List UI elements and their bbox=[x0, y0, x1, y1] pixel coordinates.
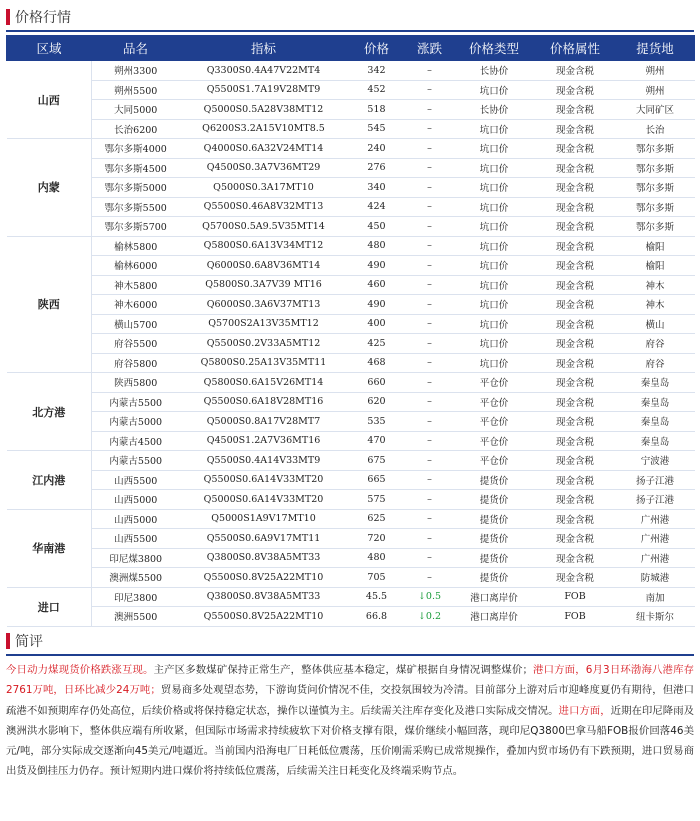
spec-cell: Q4000S0.6A32V24MT14 bbox=[180, 139, 348, 159]
price-cell: 720 bbox=[348, 529, 406, 549]
table-row bbox=[7, 392, 695, 412]
price-cell: 518 bbox=[348, 100, 406, 120]
price-cell: 276 bbox=[348, 158, 406, 178]
place-cell: 鄂尔多斯 bbox=[616, 139, 695, 159]
name-cell: 内蒙古4500 bbox=[92, 431, 180, 451]
table-row bbox=[7, 217, 695, 237]
change-cell: – bbox=[406, 256, 454, 276]
type-cell: 坑口价 bbox=[454, 217, 535, 237]
comment-highlight: 今日动力煤现货价格跌涨互现。 bbox=[6, 664, 154, 676]
place-cell: 秦皇岛 bbox=[616, 412, 695, 432]
spec-cell: Q5500S1.7A19V28MT9 bbox=[180, 80, 348, 100]
table-row bbox=[7, 509, 695, 529]
place-cell: 榆阳 bbox=[616, 256, 695, 276]
spec-cell: Q5800S0.6A15V26MT14 bbox=[180, 373, 348, 393]
price-cell: 450 bbox=[348, 217, 406, 237]
section-divider bbox=[6, 30, 694, 32]
name-cell: 陕西5800 bbox=[92, 373, 180, 393]
table-row bbox=[7, 373, 695, 393]
spec-cell: Q5500S0.6A14V33MT20 bbox=[180, 470, 348, 490]
price-cell: 620 bbox=[348, 392, 406, 412]
name-cell: 横山5700 bbox=[92, 314, 180, 334]
table-row bbox=[7, 451, 695, 471]
price-cell: 340 bbox=[348, 178, 406, 198]
type-cell: 港口离岸价 bbox=[454, 587, 535, 607]
name-cell: 榆林5800 bbox=[92, 236, 180, 256]
place-cell: 纽卡斯尔 bbox=[616, 607, 695, 627]
place-cell: 神木 bbox=[616, 275, 695, 295]
place-cell: 神木 bbox=[616, 295, 695, 315]
table-row bbox=[7, 490, 695, 510]
place-cell: 鄂尔多斯 bbox=[616, 158, 695, 178]
change-cell: – bbox=[406, 568, 454, 588]
place-cell: 长治 bbox=[616, 119, 695, 139]
spec-cell: Q3800S0.8V38A5MT33 bbox=[180, 587, 348, 607]
name-cell: 印尼3800 bbox=[92, 587, 180, 607]
attr-cell: 现金含税 bbox=[535, 548, 616, 568]
spec-cell: Q5700S0.5A9.5V35MT14 bbox=[180, 217, 348, 237]
attr-cell: 现金含税 bbox=[535, 100, 616, 120]
change-cell: – bbox=[406, 509, 454, 529]
type-cell: 坑口价 bbox=[454, 197, 535, 217]
header-region: 区域 bbox=[7, 36, 92, 61]
place-cell: 扬子江港 bbox=[616, 490, 695, 510]
change-cell: – bbox=[406, 61, 454, 81]
table-row bbox=[7, 275, 695, 295]
change-cell: – bbox=[406, 392, 454, 412]
change-cell: – bbox=[406, 295, 454, 315]
place-cell: 秦皇岛 bbox=[616, 373, 695, 393]
name-cell: 山西5000 bbox=[92, 509, 180, 529]
place-cell: 鄂尔多斯 bbox=[616, 217, 695, 237]
type-cell: 平仓价 bbox=[454, 412, 535, 432]
attr-cell: 现金含税 bbox=[535, 509, 616, 529]
attr-cell: 现金含税 bbox=[535, 197, 616, 217]
attr-cell: 现金含税 bbox=[535, 353, 616, 373]
table-row bbox=[7, 412, 695, 432]
name-cell: 长治6200 bbox=[92, 119, 180, 139]
attr-cell: 现金含税 bbox=[535, 490, 616, 510]
price-cell: 460 bbox=[348, 275, 406, 295]
price-cell: 665 bbox=[348, 470, 406, 490]
table-row bbox=[7, 178, 695, 198]
change-cell: – bbox=[406, 470, 454, 490]
title-accent-bar bbox=[6, 9, 10, 25]
section-divider bbox=[6, 654, 694, 656]
comment-highlight: 港口方面，6月3日环渤海八港库存2761万吨，日环比减少24万吨； bbox=[6, 664, 694, 697]
type-cell: 提货价 bbox=[454, 490, 535, 510]
spec-cell: Q6200S3.2A15V10MT8.5 bbox=[180, 119, 348, 139]
place-cell: 府谷 bbox=[616, 353, 695, 373]
change-cell: – bbox=[406, 197, 454, 217]
type-cell: 坑口价 bbox=[454, 158, 535, 178]
name-cell: 神木6000 bbox=[92, 295, 180, 315]
type-cell: 坑口价 bbox=[454, 139, 535, 159]
name-cell: 府谷5800 bbox=[92, 353, 180, 373]
attr-cell: 现金含税 bbox=[535, 334, 616, 354]
price-cell: 452 bbox=[348, 80, 406, 100]
place-cell: 榆阳 bbox=[616, 236, 695, 256]
comment-text bbox=[6, 660, 694, 782]
price-cell: 660 bbox=[348, 373, 406, 393]
price-cell: 66.8 bbox=[348, 607, 406, 627]
name-cell: 山西5000 bbox=[92, 490, 180, 510]
type-cell: 提货价 bbox=[454, 548, 535, 568]
place-cell: 朔州 bbox=[616, 80, 695, 100]
name-cell: 澳洲5500 bbox=[92, 607, 180, 627]
name-cell: 朔州3300 bbox=[92, 61, 180, 81]
region-cell: 江内港 bbox=[7, 451, 92, 510]
table-row bbox=[7, 119, 695, 139]
attr-cell: 现金含税 bbox=[535, 80, 616, 100]
type-cell: 港口离岸价 bbox=[454, 607, 535, 627]
spec-cell: Q5000S0.8A17V28MT7 bbox=[180, 412, 348, 432]
type-cell: 平仓价 bbox=[454, 392, 535, 412]
table-row bbox=[7, 548, 695, 568]
comment-segment: 近期在印尼降雨及澳洲洪水影响下，整体供应端有所收紧，但国际市场需求持续疲软下对价格支撑有限，煤价继续小幅回落，现印尼Q3800巴拿马船FOB报价回落46美元/吨，部分实际成交逐渐向45美元/吨逼近。当前国内沿海电厂日耗低位震荡，压价刚需采购已成常规操作，叠加内贸市场仍有下跌预期，进口贸易商出货及倒挂压力仍存。预计短期内进口煤价将持续低位震荡，后续需关注日耗变化及终端采购节点。 bbox=[6, 704, 695, 778]
type-cell: 提货价 bbox=[454, 568, 535, 588]
spec-cell: Q5500S0.2V33A5MT12 bbox=[180, 334, 348, 354]
table-row bbox=[7, 568, 695, 588]
change-cell: – bbox=[406, 80, 454, 100]
header-type: 价格类型 bbox=[454, 36, 535, 61]
section-title-text: 简评 bbox=[15, 634, 43, 650]
type-cell: 坑口价 bbox=[454, 256, 535, 276]
name-cell: 神木5800 bbox=[92, 275, 180, 295]
table-row bbox=[7, 470, 695, 490]
spec-cell: Q5500S0.8V25A22MT10 bbox=[180, 568, 348, 588]
price-cell: 545 bbox=[348, 119, 406, 139]
attr-cell: 现金含税 bbox=[535, 392, 616, 412]
name-cell: 内蒙古5000 bbox=[92, 412, 180, 432]
place-cell: 府谷 bbox=[616, 334, 695, 354]
place-cell: 宁波港 bbox=[616, 451, 695, 471]
table-row bbox=[7, 607, 695, 627]
type-cell: 平仓价 bbox=[454, 451, 535, 471]
spec-cell: Q5800S0.6A13V34MT12 bbox=[180, 236, 348, 256]
price-cell: 480 bbox=[348, 236, 406, 256]
region-cell: 华南港 bbox=[7, 509, 92, 587]
attr-cell: 现金含税 bbox=[535, 373, 616, 393]
table-row bbox=[7, 529, 695, 549]
header-attr: 价格属性 bbox=[535, 36, 616, 61]
region-cell: 山西 bbox=[7, 61, 92, 139]
price-cell: 675 bbox=[348, 451, 406, 471]
change-cell: – bbox=[406, 451, 454, 471]
table-row bbox=[7, 100, 695, 120]
price-cell: 468 bbox=[348, 353, 406, 373]
type-cell: 长协价 bbox=[454, 100, 535, 120]
name-cell: 山西5500 bbox=[92, 470, 180, 490]
price-cell: 575 bbox=[348, 490, 406, 510]
attr-cell: 现金含税 bbox=[535, 256, 616, 276]
price-table bbox=[6, 35, 695, 627]
type-cell: 提货价 bbox=[454, 509, 535, 529]
type-cell: 平仓价 bbox=[454, 373, 535, 393]
spec-cell: Q4500S1.2A7V36MT16 bbox=[180, 431, 348, 451]
price-cell: 490 bbox=[348, 295, 406, 315]
change-cell: – bbox=[406, 490, 454, 510]
change-cell: – bbox=[406, 236, 454, 256]
place-cell: 横山 bbox=[616, 314, 695, 334]
place-cell: 广州港 bbox=[616, 509, 695, 529]
attr-cell: 现金含税 bbox=[535, 314, 616, 334]
price-cell: 342 bbox=[348, 61, 406, 81]
name-cell: 印尼煤3800 bbox=[92, 548, 180, 568]
spec-cell: Q5000S1A9V17MT10 bbox=[180, 509, 348, 529]
change-cell: – bbox=[406, 119, 454, 139]
type-cell: 坑口价 bbox=[454, 353, 535, 373]
table-row bbox=[7, 256, 695, 276]
table-row bbox=[7, 236, 695, 256]
type-cell: 平仓价 bbox=[454, 431, 535, 451]
section-title-comment bbox=[6, 630, 43, 652]
place-cell: 防城港 bbox=[616, 568, 695, 588]
attr-cell: 现金含税 bbox=[535, 217, 616, 237]
price-cell: 705 bbox=[348, 568, 406, 588]
header-spec: 指标 bbox=[180, 36, 348, 61]
table-row bbox=[7, 61, 695, 81]
name-cell: 鄂尔多斯5500 bbox=[92, 197, 180, 217]
header-price: 价格 bbox=[348, 36, 406, 61]
table-row bbox=[7, 139, 695, 159]
spec-cell: Q3300S0.4A47V22MT4 bbox=[180, 61, 348, 81]
change-cell: – bbox=[406, 100, 454, 120]
price-cell: 480 bbox=[348, 548, 406, 568]
type-cell: 提货价 bbox=[454, 529, 535, 549]
attr-cell: 现金含税 bbox=[535, 431, 616, 451]
attr-cell: 现金含税 bbox=[535, 119, 616, 139]
name-cell: 内蒙古5500 bbox=[92, 392, 180, 412]
place-cell: 南加 bbox=[616, 587, 695, 607]
price-cell: 400 bbox=[348, 314, 406, 334]
table-row bbox=[7, 295, 695, 315]
place-cell: 鄂尔多斯 bbox=[616, 178, 695, 198]
attr-cell: 现金含税 bbox=[535, 470, 616, 490]
header-change: 涨跌 bbox=[406, 36, 454, 61]
change-cell: – bbox=[406, 275, 454, 295]
type-cell: 坑口价 bbox=[454, 119, 535, 139]
place-cell: 广州港 bbox=[616, 529, 695, 549]
price-cell: 490 bbox=[348, 256, 406, 276]
price-cell: 535 bbox=[348, 412, 406, 432]
spec-cell: Q5500S0.46A8V32MT13 bbox=[180, 197, 348, 217]
place-cell: 鄂尔多斯 bbox=[616, 197, 695, 217]
header-place: 提货地 bbox=[616, 36, 695, 61]
table-row bbox=[7, 587, 695, 607]
spec-cell: Q5500S0.6A18V28MT16 bbox=[180, 392, 348, 412]
section-title-text: 价格行情 bbox=[15, 10, 71, 26]
spec-cell: Q5500S0.6A9V17MT11 bbox=[180, 529, 348, 549]
attr-cell: 现金含税 bbox=[535, 178, 616, 198]
name-cell: 鄂尔多斯5000 bbox=[92, 178, 180, 198]
type-cell: 坑口价 bbox=[454, 314, 535, 334]
type-cell: 坑口价 bbox=[454, 236, 535, 256]
change-cell: – bbox=[406, 334, 454, 354]
name-cell: 鄂尔多斯4000 bbox=[92, 139, 180, 159]
attr-cell: 现金含税 bbox=[535, 236, 616, 256]
spec-cell: Q6000S0.6A8V36MT14 bbox=[180, 256, 348, 276]
region-cell: 内蒙 bbox=[7, 139, 92, 237]
attr-cell: 现金含税 bbox=[535, 139, 616, 159]
spec-cell: Q5500S0.8V25A22MT10 bbox=[180, 607, 348, 627]
section-title-price bbox=[6, 6, 71, 28]
table-row bbox=[7, 158, 695, 178]
spec-cell: Q5000S0.6A14V33MT20 bbox=[180, 490, 348, 510]
type-cell: 长协价 bbox=[454, 61, 535, 81]
name-cell: 澳洲煤5500 bbox=[92, 568, 180, 588]
comment-segment: 贸易商多处观望态势，下游询货问价情况不佳，交投氛围较为冷清。目前部分上游对后市迎峰度夏仍有期待，但港口疏港不如预期库存仍处高位，后续价格或将保持稳定状态，操作以谨慎为主。后续需关注库存变化及港口实际成交情况。 bbox=[6, 684, 694, 717]
type-cell: 坑口价 bbox=[454, 295, 535, 315]
attr-cell: FOB bbox=[535, 607, 616, 627]
change-cell: – bbox=[406, 529, 454, 549]
change-cell: – bbox=[406, 548, 454, 568]
region-cell: 陕西 bbox=[7, 236, 92, 373]
change-cell: – bbox=[406, 373, 454, 393]
spec-cell: Q4500S0.3A7V36MT29 bbox=[180, 158, 348, 178]
type-cell: 坑口价 bbox=[454, 80, 535, 100]
table-row bbox=[7, 80, 695, 100]
title-accent-bar bbox=[6, 633, 10, 649]
spec-cell: Q5000S0.3A17MT10 bbox=[180, 178, 348, 198]
name-cell: 内蒙古5500 bbox=[92, 451, 180, 471]
place-cell: 扬子江港 bbox=[616, 470, 695, 490]
name-cell: 山西5500 bbox=[92, 529, 180, 549]
type-cell: 坑口价 bbox=[454, 178, 535, 198]
type-cell: 提货价 bbox=[454, 470, 535, 490]
price-cell: 425 bbox=[348, 334, 406, 354]
change-cell: – bbox=[406, 178, 454, 198]
price-cell: 625 bbox=[348, 509, 406, 529]
name-cell: 鄂尔多斯5700 bbox=[92, 217, 180, 237]
change-cell: – bbox=[406, 314, 454, 334]
price-cell: 470 bbox=[348, 431, 406, 451]
table-row bbox=[7, 197, 695, 217]
attr-cell: 现金含税 bbox=[535, 568, 616, 588]
spec-cell: Q3800S0.8V38A5MT33 bbox=[180, 548, 348, 568]
change-cell: – bbox=[406, 353, 454, 373]
place-cell: 朔州 bbox=[616, 61, 695, 81]
table-body bbox=[7, 61, 695, 627]
attr-cell: 现金含税 bbox=[535, 158, 616, 178]
name-cell: 朔州5500 bbox=[92, 80, 180, 100]
spec-cell: Q5700S2A13V35MT12 bbox=[180, 314, 348, 334]
attr-cell: 现金含税 bbox=[535, 295, 616, 315]
change-cell: – bbox=[406, 431, 454, 451]
change-cell: – bbox=[406, 412, 454, 432]
type-cell: 坑口价 bbox=[454, 334, 535, 354]
type-cell: 坑口价 bbox=[454, 275, 535, 295]
region-cell: 北方港 bbox=[7, 373, 92, 451]
header-name: 品名 bbox=[92, 36, 180, 61]
spec-cell: Q5000S0.5A28V38MT12 bbox=[180, 100, 348, 120]
spec-cell: Q6000S0.3A6V37MT13 bbox=[180, 295, 348, 315]
place-cell: 秦皇岛 bbox=[616, 392, 695, 412]
table-row bbox=[7, 314, 695, 334]
price-cell: 45.5 bbox=[348, 587, 406, 607]
table-header-row bbox=[7, 36, 695, 61]
attr-cell: 现金含税 bbox=[535, 529, 616, 549]
place-cell: 秦皇岛 bbox=[616, 431, 695, 451]
attr-cell: 现金含税 bbox=[535, 451, 616, 471]
comment-highlight: 进口方面， bbox=[558, 704, 611, 717]
change-cell: – bbox=[406, 217, 454, 237]
name-cell: 鄂尔多斯4500 bbox=[92, 158, 180, 178]
attr-cell: 现金含税 bbox=[535, 412, 616, 432]
attr-cell: 现金含税 bbox=[535, 61, 616, 81]
change-cell: – bbox=[406, 158, 454, 178]
spec-cell: Q5800S0.3A7V39 MT16 bbox=[180, 275, 348, 295]
name-cell: 大同5000 bbox=[92, 100, 180, 120]
attr-cell: 现金含税 bbox=[535, 275, 616, 295]
region-cell: 进口 bbox=[7, 587, 92, 626]
table-row bbox=[7, 353, 695, 373]
place-cell: 广州港 bbox=[616, 548, 695, 568]
change-cell: ↓0.5 bbox=[406, 587, 454, 607]
change-cell: ↓0.2 bbox=[406, 607, 454, 627]
price-cell: 424 bbox=[348, 197, 406, 217]
spec-cell: Q5500S0.4A14V33MT9 bbox=[180, 451, 348, 471]
name-cell: 榆林6000 bbox=[92, 256, 180, 276]
change-cell: – bbox=[406, 139, 454, 159]
table-row bbox=[7, 431, 695, 451]
attr-cell: FOB bbox=[535, 587, 616, 607]
table-row bbox=[7, 334, 695, 354]
place-cell: 大同矿区 bbox=[616, 100, 695, 120]
spec-cell: Q5800S0.25A13V35MT11 bbox=[180, 353, 348, 373]
price-cell: 240 bbox=[348, 139, 406, 159]
name-cell: 府谷5500 bbox=[92, 334, 180, 354]
comment-segment: 主产区多数煤矿保持正常生产，整体供应基本稳定，煤矿根据自身情况调整煤价； bbox=[153, 664, 533, 676]
